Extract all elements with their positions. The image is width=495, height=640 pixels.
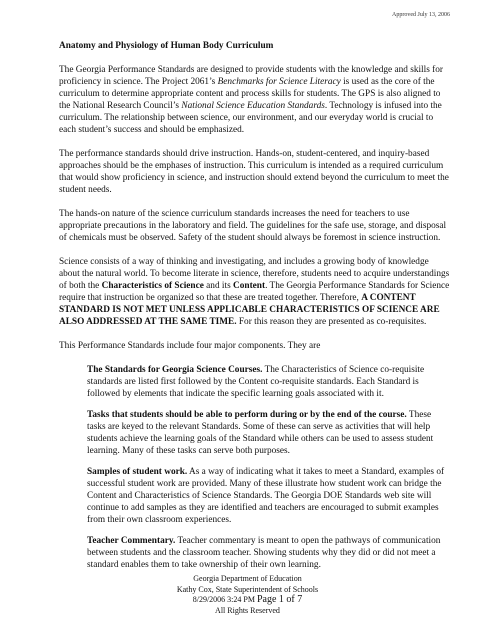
nses-title: National Science Education Standards xyxy=(181,101,325,111)
document-title: Anatomy and Physiology of Human Body Curriculum xyxy=(59,41,274,51)
component-text: The Characteristics of Science co-requisite standards are listed first followed by the Content co-requisite standards. Each Standard is followed by elements that indicate the specific learning goals associated with it. xyxy=(87,365,425,399)
component-heading: Teacher Commentary. xyxy=(87,536,176,546)
footer-date: 8/29/2006 3:24 PM xyxy=(192,595,255,604)
component-text: Teacher commentary is meant to open the pathways of communication between students and the classroom teacher. Showing students why they did or did not meet a standard enables them to take ownership of their own learning. xyxy=(87,536,441,570)
component-item xyxy=(87,466,451,526)
component-item xyxy=(87,409,451,457)
bold-statement: A CONTENT STANDARD IS NOT MET UNLESS APPLICABLE CHARACTERISTICS OF SCIENCE ARE ALSO ADDRESSED AT THE SAME TIME. xyxy=(59,293,440,327)
bold-term: Content xyxy=(233,281,266,291)
component-item xyxy=(87,364,451,400)
document-body xyxy=(59,40,451,580)
text: The Georgia Performance Standards are designed to provide students with the knowledge and skills for proficiency in science. The Project 2061’s xyxy=(59,65,444,87)
text: . The Georgia Performance Standards for Science require that instruction be organized so that these are treated together. Therefore, xyxy=(59,281,450,303)
component-heading: The Standards for Georgia Science Courses. xyxy=(87,365,263,375)
text: For this reason they are presented as co-requisites. xyxy=(236,317,427,327)
approved-date: Approved July 13, 2006 xyxy=(392,12,450,18)
benchmarks-title: Benchmarks for Science Literacy xyxy=(217,77,341,87)
component-item xyxy=(87,535,451,571)
text: Science consists of a way of thinking and investigating, and includes a growing body of knowledge about the natural world. To become literate in science, therefore, students need to acquire understandings of both the xyxy=(59,257,450,291)
text: is used as the core of the curriculum to determine appropriate content and process skills for students. The GPS is also aligned to the National Research Council’s xyxy=(59,77,441,111)
component-heading: Samples of student work. xyxy=(87,467,188,477)
text: . Technology is infused into the curriculum. The relationship between science, our environment, and our everyday world is crucial to each student’s success and should be emphasized. xyxy=(59,101,442,135)
paragraph-intro xyxy=(59,64,451,136)
paragraph-components-intro: This Performance Standards include four major components. They are xyxy=(59,341,321,351)
component-heading: Tasks that students should be able to perform during or by the end of the course. xyxy=(87,410,407,420)
component-text: These tasks are keyed to the relevant Standards. Some of these can serve as activities that will help students achieve the learning goals of the Standard while others can be used to assess student learning. Many of these tasks can serve both purposes. xyxy=(87,410,434,456)
component-text: As a way of indicating what it takes to meet a Standard, examples of successful student work are provided. Many of these illustrate how student work can bridge the Content and Characteristics of Science Standards. The Georgia DOE Standards web site will continue to add samples as they are identified and teachers are encouraged to submit examples from their own classroom experiences. xyxy=(87,467,445,525)
page-number: Page 1 of 7 xyxy=(256,594,303,605)
footer-date-page xyxy=(0,595,495,606)
paragraph-instruction: The performance standards should drive instruction. Hands-on, student-centered, and inquiry-based approaches should be the emphases of instruction. This curriculum is intended as a required curriculum that would show proficiency in science, and instruction should extend beyond the curriculum to meet the student needs. xyxy=(59,149,449,195)
page-footer xyxy=(0,574,495,616)
paragraph-safety: The hands-on nature of the science curriculum standards increases the need for teachers to use appropriate precautions in the laboratory and field. The guidelines for the safe use, storage, and disposal of chemicals must be observed. Safety of the student should always be foremost in science instruction. xyxy=(59,209,447,243)
text: and its xyxy=(203,281,234,291)
footer-department: Georgia Department of Education xyxy=(193,574,302,583)
bold-term: Characteristics of Science xyxy=(101,281,204,291)
paragraph-science xyxy=(59,256,451,328)
footer-superintendent: Kathy Cox, State Superintendent of Schools xyxy=(176,584,319,594)
footer-rights: All Rights Reserved xyxy=(215,605,280,615)
